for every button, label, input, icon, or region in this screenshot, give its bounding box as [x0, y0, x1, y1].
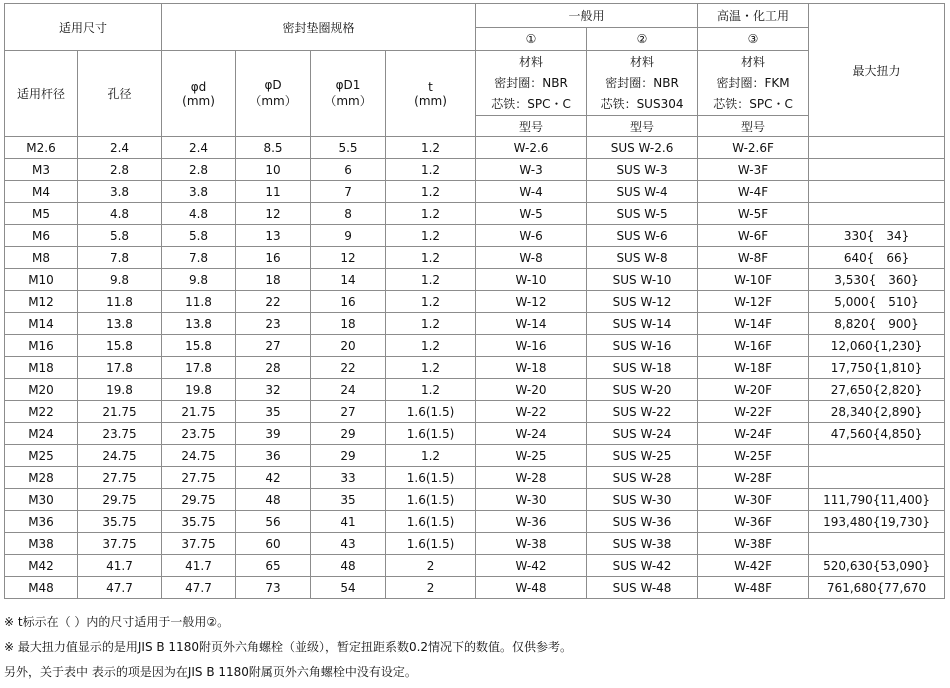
thickness-cell: 1.6(1.5)	[386, 533, 476, 555]
max-torque-cell	[809, 137, 945, 159]
hole-dia-cell: 2.4	[78, 137, 162, 159]
max-torque-cell: 12,060{1,230}	[809, 335, 945, 357]
thickness-cell: 1.2	[386, 335, 476, 357]
max-torque-cell: 330{ 34}	[809, 225, 945, 247]
material-label: 材料	[741, 54, 766, 69]
model-general-1-cell: W-4	[476, 181, 587, 203]
phi-D-cell: 32	[236, 379, 311, 401]
max-torque-header: 最大扭力	[809, 4, 945, 137]
hole-dia-cell: 17.8	[78, 357, 162, 379]
table-row	[5, 247, 945, 269]
phi-d-cell: 17.8	[162, 357, 236, 379]
model-general-1-cell: W-22	[476, 401, 587, 423]
thickness-cell: 1.2	[386, 291, 476, 313]
phi-D1-cell: 9	[311, 225, 386, 247]
rod-size-cell: M14	[5, 313, 78, 335]
phi-d-cell: 9.8	[162, 269, 236, 291]
hole-dia-cell: 13.8	[78, 313, 162, 335]
table-body	[5, 137, 945, 599]
model-general-2-cell: SUS W-2.6	[587, 137, 698, 159]
model-general-1-cell: W-48	[476, 577, 587, 599]
table-row	[5, 269, 945, 291]
table-row	[5, 159, 945, 181]
col1-core: 芯铁：SPC・C	[491, 96, 571, 111]
model-high-temp-cell: W-20F	[698, 379, 809, 401]
model-high-temp-cell: W-28F	[698, 467, 809, 489]
phi-D1-cell: 8	[311, 203, 386, 225]
model-general-1-cell: W-5	[476, 203, 587, 225]
phi-d-label: φd	[190, 79, 207, 94]
model-general-2-cell: SUS W-8	[587, 247, 698, 269]
phi-D1-cell: 27	[311, 401, 386, 423]
model-general-2-cell: SUS W-38	[587, 533, 698, 555]
thickness-cell: 1.2	[386, 203, 476, 225]
note-1: ※ t标示在（ ）内的尺寸适用于一般用②。	[4, 615, 230, 629]
phi-D-cell: 23	[236, 313, 311, 335]
table-row	[5, 423, 945, 445]
model-high-temp-cell: W-2.6F	[698, 137, 809, 159]
phi-d-cell: 5.8	[162, 225, 236, 247]
thickness-cell: 1.2	[386, 357, 476, 379]
model-high-temp-cell: W-8F	[698, 247, 809, 269]
table-row	[5, 511, 945, 533]
model-general-1-cell: W-8	[476, 247, 587, 269]
phi-D-cell: 65	[236, 555, 311, 577]
hole-dia-cell: 4.8	[78, 203, 162, 225]
col2-model-header: 型号	[587, 116, 698, 137]
phi-D1-cell: 16	[311, 291, 386, 313]
rod-size-cell: M16	[5, 335, 78, 357]
rod-size-cell: M20	[5, 379, 78, 401]
model-general-2-cell: SUS W-22	[587, 401, 698, 423]
model-high-temp-cell: W-10F	[698, 269, 809, 291]
phi-D-cell: 56	[236, 511, 311, 533]
phi-D1-cell: 29	[311, 423, 386, 445]
max-torque-cell: 27,650{2,820}	[809, 379, 945, 401]
model-high-temp-cell: W-12F	[698, 291, 809, 313]
model-general-1-cell: W-30	[476, 489, 587, 511]
phi-d-cell: 41.7	[162, 555, 236, 577]
max-torque-cell: 17,750{1,810}	[809, 357, 945, 379]
phi-D1-unit: （mm）	[324, 94, 372, 108]
max-torque-cell	[809, 445, 945, 467]
notes	[4, 610, 572, 685]
phi-D1-cell: 20	[311, 335, 386, 357]
phi-D1-cell: 12	[311, 247, 386, 269]
model-high-temp-cell: W-4F	[698, 181, 809, 203]
table-row	[5, 313, 945, 335]
phi-d-cell: 47.7	[162, 577, 236, 599]
model-general-1-cell: W-3	[476, 159, 587, 181]
hole-dia-cell: 19.8	[78, 379, 162, 401]
phi-D-cell: 35	[236, 401, 311, 423]
phi-D-cell: 11	[236, 181, 311, 203]
phi-D1-cell: 43	[311, 533, 386, 555]
max-torque-cell	[809, 467, 945, 489]
table-row	[5, 357, 945, 379]
phi-D-header	[236, 51, 311, 137]
table-row	[5, 379, 945, 401]
table-row	[5, 533, 945, 555]
phi-D1-cell: 5.5	[311, 137, 386, 159]
phi-d-cell: 37.75	[162, 533, 236, 555]
col1-material	[476, 51, 587, 116]
seal-spec-header: 密封垫圈规格	[162, 4, 476, 51]
col2-seal: 密封圈：NBR	[605, 75, 679, 90]
model-high-temp-cell: W-5F	[698, 203, 809, 225]
model-general-2-cell: SUS W-3	[587, 159, 698, 181]
phi-d-cell: 13.8	[162, 313, 236, 335]
col1-model-header: 型号	[476, 116, 587, 137]
general-use-header: 一般用	[476, 4, 698, 28]
model-high-temp-cell: W-3F	[698, 159, 809, 181]
material-label: 材料	[630, 54, 655, 69]
phi-D1-cell: 33	[311, 467, 386, 489]
table-row	[5, 225, 945, 247]
hole-dia-cell: 47.7	[78, 577, 162, 599]
rod-size-cell: M4	[5, 181, 78, 203]
phi-D-cell: 36	[236, 445, 311, 467]
model-general-1-cell: W-14	[476, 313, 587, 335]
phi-D-cell: 13	[236, 225, 311, 247]
phi-d-cell: 27.75	[162, 467, 236, 489]
model-general-1-cell: W-24	[476, 423, 587, 445]
model-general-1-cell: W-20	[476, 379, 587, 401]
model-high-temp-cell: W-48F	[698, 577, 809, 599]
col2-core: 芯铁：SUS304	[600, 96, 684, 111]
note-3: 另外，关于表中 表示的项是因为在JIS B 1180附属页外六角螺栓中没有设定。	[4, 665, 417, 679]
rod-size-cell: M48	[5, 577, 78, 599]
rod-dia-header: 适用杆径	[5, 51, 78, 137]
table-row	[5, 203, 945, 225]
col3-model-header: 型号	[698, 116, 809, 137]
phi-D-cell: 10	[236, 159, 311, 181]
max-torque-cell	[809, 181, 945, 203]
max-torque-cell: 193,480{19,730}	[809, 511, 945, 533]
thickness-cell: 1.2	[386, 269, 476, 291]
phi-D1-cell: 22	[311, 357, 386, 379]
model-general-1-cell: W-2.6	[476, 137, 587, 159]
phi-D1-cell: 6	[311, 159, 386, 181]
phi-D-cell: 73	[236, 577, 311, 599]
thickness-cell: 1.6(1.5)	[386, 423, 476, 445]
max-torque-cell: 761,680{77,670	[809, 577, 945, 599]
rod-size-cell: M30	[5, 489, 78, 511]
phi-D-cell: 27	[236, 335, 311, 357]
phi-D1-cell: 18	[311, 313, 386, 335]
col3-seal: 密封圈：FKM	[716, 75, 790, 90]
header-row-3	[5, 51, 945, 116]
rod-size-cell: M38	[5, 533, 78, 555]
model-high-temp-cell: W-14F	[698, 313, 809, 335]
note-2: ※ 最大扭力值显示的是用JIS B 1180附页外六角螺栓（並级），暂定扭距系数0.2情况下的数值。仅供参考。	[4, 640, 573, 654]
hole-dia-cell: 3.8	[78, 181, 162, 203]
high-temp-header: 高温・化工用	[698, 4, 809, 28]
model-general-2-cell: SUS W-10	[587, 269, 698, 291]
model-general-2-cell: SUS W-12	[587, 291, 698, 313]
model-general-2-cell: SUS W-4	[587, 181, 698, 203]
thickness-cell: 2	[386, 577, 476, 599]
phi-D1-label: φD1	[335, 78, 361, 92]
phi-d-cell: 29.75	[162, 489, 236, 511]
max-torque-cell: 5,000{ 510}	[809, 291, 945, 313]
phi-D-cell: 12	[236, 203, 311, 225]
model-general-1-cell: W-36	[476, 511, 587, 533]
phi-D1-cell: 35	[311, 489, 386, 511]
applicable-size-header: 适用尺寸	[5, 4, 162, 51]
model-high-temp-cell: W-24F	[698, 423, 809, 445]
rod-size-cell: M2.6	[5, 137, 78, 159]
phi-D1-cell: 29	[311, 445, 386, 467]
table-row	[5, 137, 945, 159]
phi-d-unit: (mm)	[182, 93, 215, 108]
hole-dia-cell: 5.8	[78, 225, 162, 247]
model-high-temp-cell: W-25F	[698, 445, 809, 467]
table-row	[5, 577, 945, 599]
model-general-1-cell: W-6	[476, 225, 587, 247]
washer-spec-table	[4, 3, 945, 599]
thickness-cell: 1.6(1.5)	[386, 489, 476, 511]
phi-D-cell: 28	[236, 357, 311, 379]
thickness-cell: 1.6(1.5)	[386, 511, 476, 533]
table-row	[5, 555, 945, 577]
thickness-cell: 1.6(1.5)	[386, 467, 476, 489]
thickness-cell: 1.6(1.5)	[386, 401, 476, 423]
phi-d-cell: 2.8	[162, 159, 236, 181]
material-label: 材料	[519, 54, 544, 69]
model-general-2-cell: SUS W-25	[587, 445, 698, 467]
rod-size-cell: M8	[5, 247, 78, 269]
phi-D1-cell: 7	[311, 181, 386, 203]
phi-D-cell: 16	[236, 247, 311, 269]
phi-d-cell: 11.8	[162, 291, 236, 313]
rod-size-cell: M22	[5, 401, 78, 423]
phi-D-cell: 22	[236, 291, 311, 313]
model-general-2-cell: SUS W-14	[587, 313, 698, 335]
rod-size-cell: M28	[5, 467, 78, 489]
model-general-2-cell: SUS W-24	[587, 423, 698, 445]
max-torque-cell: 640{ 66}	[809, 247, 945, 269]
col1-seal: 密封圈：NBR	[494, 75, 568, 90]
model-general-1-cell: W-28	[476, 467, 587, 489]
col2-material	[587, 51, 698, 116]
model-general-1-cell: W-42	[476, 555, 587, 577]
phi-d-header	[162, 51, 236, 137]
phi-D-unit: （mm）	[249, 94, 297, 108]
model-high-temp-cell: W-42F	[698, 555, 809, 577]
model-general-1-cell: W-16	[476, 335, 587, 357]
model-general-1-cell: W-18	[476, 357, 587, 379]
table-row	[5, 181, 945, 203]
thickness-cell: 1.2	[386, 379, 476, 401]
rod-size-cell: M10	[5, 269, 78, 291]
model-general-1-cell: W-38	[476, 533, 587, 555]
rod-size-cell: M5	[5, 203, 78, 225]
model-general-2-cell: SUS W-18	[587, 357, 698, 379]
model-high-temp-cell: W-30F	[698, 489, 809, 511]
model-high-temp-cell: W-22F	[698, 401, 809, 423]
table-row	[5, 467, 945, 489]
hole-dia-cell: 15.8	[78, 335, 162, 357]
rod-size-cell: M25	[5, 445, 78, 467]
phi-d-cell: 2.4	[162, 137, 236, 159]
model-general-2-cell: SUS W-28	[587, 467, 698, 489]
hole-dia-cell: 41.7	[78, 555, 162, 577]
rod-size-cell: M42	[5, 555, 78, 577]
table-row	[5, 291, 945, 313]
max-torque-cell: 47,560{4,850}	[809, 423, 945, 445]
model-general-2-cell: SUS W-16	[587, 335, 698, 357]
rod-size-cell: M6	[5, 225, 78, 247]
hole-dia-cell: 21.75	[78, 401, 162, 423]
phi-d-cell: 19.8	[162, 379, 236, 401]
phi-D-cell: 42	[236, 467, 311, 489]
phi-d-cell: 7.8	[162, 247, 236, 269]
phi-d-cell: 15.8	[162, 335, 236, 357]
phi-D-cell: 48	[236, 489, 311, 511]
max-torque-cell: 28,340{2,890}	[809, 401, 945, 423]
max-torque-cell	[809, 159, 945, 181]
hole-dia-header: 孔径	[78, 51, 162, 137]
hole-dia-cell: 2.8	[78, 159, 162, 181]
col3-core: 芯铁：SPC・C	[713, 96, 793, 111]
hole-dia-cell: 7.8	[78, 247, 162, 269]
phi-d-cell: 35.75	[162, 511, 236, 533]
rod-size-cell: M3	[5, 159, 78, 181]
max-torque-cell: 520,630{53,090}	[809, 555, 945, 577]
table-row	[5, 335, 945, 357]
model-general-2-cell: SUS W-20	[587, 379, 698, 401]
model-high-temp-cell: W-16F	[698, 335, 809, 357]
phi-D-cell: 8.5	[236, 137, 311, 159]
model-general-1-cell: W-10	[476, 269, 587, 291]
thickness-cell: 1.2	[386, 313, 476, 335]
model-high-temp-cell: W-18F	[698, 357, 809, 379]
model-high-temp-cell: W-36F	[698, 511, 809, 533]
model-general-2-cell: SUS W-5	[587, 203, 698, 225]
hole-dia-cell: 24.75	[78, 445, 162, 467]
phi-D1-cell: 48	[311, 555, 386, 577]
thickness-cell: 1.2	[386, 445, 476, 467]
phi-d-cell: 23.75	[162, 423, 236, 445]
max-torque-cell	[809, 533, 945, 555]
max-torque-cell: 3,530{ 360}	[809, 269, 945, 291]
thickness-cell: 2	[386, 555, 476, 577]
table-row	[5, 445, 945, 467]
phi-D1-cell: 41	[311, 511, 386, 533]
hole-dia-cell: 27.75	[78, 467, 162, 489]
thickness-cell: 1.2	[386, 137, 476, 159]
model-general-2-cell: SUS W-30	[587, 489, 698, 511]
col3-material	[698, 51, 809, 116]
thickness-cell: 1.2	[386, 159, 476, 181]
phi-D1-cell: 14	[311, 269, 386, 291]
model-general-2-cell: SUS W-36	[587, 511, 698, 533]
hole-dia-cell: 9.8	[78, 269, 162, 291]
hole-dia-cell: 35.75	[78, 511, 162, 533]
rod-size-cell: M12	[5, 291, 78, 313]
model-general-2-cell: SUS W-42	[587, 555, 698, 577]
phi-D1-header	[311, 51, 386, 137]
phi-D-cell: 39	[236, 423, 311, 445]
rod-size-cell: M24	[5, 423, 78, 445]
phi-d-cell: 3.8	[162, 181, 236, 203]
rod-size-cell: M36	[5, 511, 78, 533]
t-unit: (mm)	[414, 93, 447, 108]
model-high-temp-cell: W-38F	[698, 533, 809, 555]
model-general-1-cell: W-25	[476, 445, 587, 467]
phi-D-cell: 60	[236, 533, 311, 555]
hole-dia-cell: 37.75	[78, 533, 162, 555]
phi-d-cell: 21.75	[162, 401, 236, 423]
thickness-cell: 1.2	[386, 247, 476, 269]
col2-number: ②	[587, 28, 698, 51]
phi-D-cell: 18	[236, 269, 311, 291]
phi-d-cell: 24.75	[162, 445, 236, 467]
table-row	[5, 489, 945, 511]
thickness-cell: 1.2	[386, 225, 476, 247]
model-general-2-cell: SUS W-48	[587, 577, 698, 599]
table-row	[5, 401, 945, 423]
hole-dia-cell: 23.75	[78, 423, 162, 445]
hole-dia-cell: 11.8	[78, 291, 162, 313]
max-torque-cell: 8,820{ 900}	[809, 313, 945, 335]
model-general-1-cell: W-12	[476, 291, 587, 313]
model-general-2-cell: SUS W-6	[587, 225, 698, 247]
t-header	[386, 51, 476, 137]
phi-D-label: φD	[264, 78, 282, 92]
phi-D1-cell: 24	[311, 379, 386, 401]
phi-D1-cell: 54	[311, 577, 386, 599]
header-row-1	[5, 4, 945, 28]
phi-d-cell: 4.8	[162, 203, 236, 225]
max-torque-cell	[809, 203, 945, 225]
model-high-temp-cell: W-6F	[698, 225, 809, 247]
thickness-cell: 1.2	[386, 181, 476, 203]
rod-size-cell: M18	[5, 357, 78, 379]
col1-number: ①	[476, 28, 587, 51]
max-torque-cell: 111,790{11,400}	[809, 489, 945, 511]
hole-dia-cell: 29.75	[78, 489, 162, 511]
t-label: t	[428, 79, 433, 94]
col3-number: ③	[698, 28, 809, 51]
